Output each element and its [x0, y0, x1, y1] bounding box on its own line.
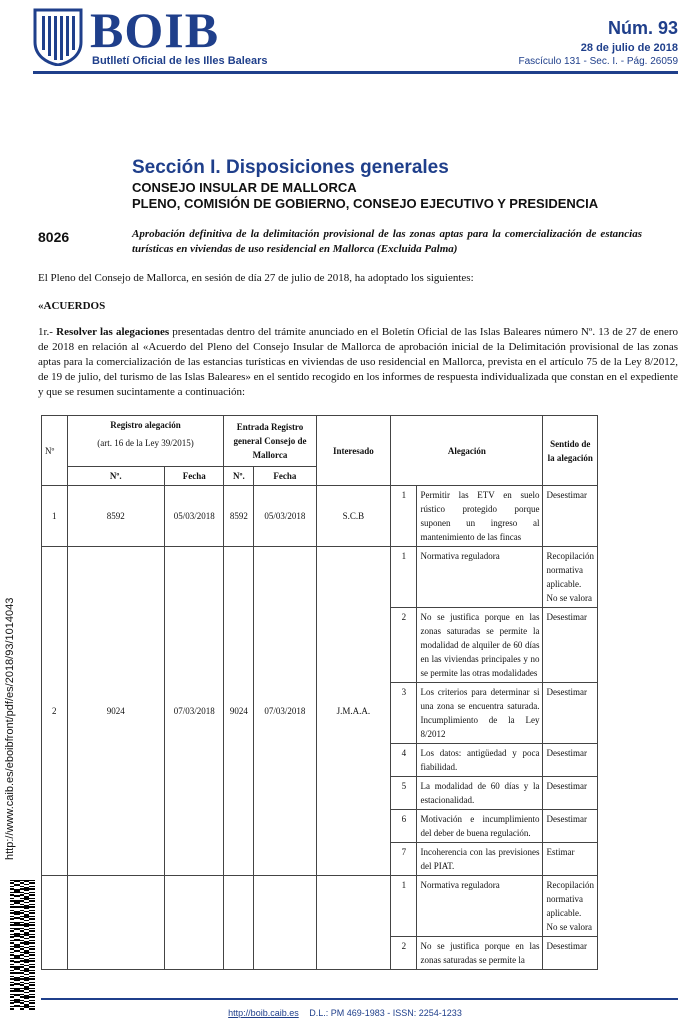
boib-logo-subtitle: Butlletí Oficial de les Illes Balears [92, 55, 268, 67]
footer [0, 1008, 690, 1018]
footer-divider [41, 998, 678, 1000]
item-text: La modalidad de 60 días y la estacionalidad. [417, 777, 543, 810]
row-no: 1 [42, 486, 68, 547]
item-sentido: Desestimar [543, 744, 598, 777]
announcement-title: Aprobación definitiva de la delimitación provisional de las zonas aptas para la comercialización de estancias turísticas en viviendas de uso residencial en Mallorca (Excluida Palma) [132, 228, 642, 255]
row-interesado [316, 876, 391, 970]
issue-date: 28 de julio de 2018 [580, 42, 678, 54]
footer-link[interactable]: http://boib.caib.es [228, 1008, 299, 1018]
item-text: Normativa reguladora [417, 547, 543, 608]
item-sentido: Desestimar [543, 937, 598, 970]
item-text: No se justifica porque en las zonas saturadas se permite la [417, 937, 543, 970]
row-reg-fecha: 05/03/2018 [165, 486, 224, 547]
header-no: Nº [42, 416, 68, 486]
item-number: 3 [391, 683, 417, 744]
row-reg-fecha [165, 876, 224, 970]
row-interesado: S.C.B [316, 486, 391, 547]
row-ent-fecha: 07/03/2018 [254, 547, 316, 876]
item-sentido: Desestimar [543, 486, 598, 547]
item-number: 5 [391, 777, 417, 810]
row-reg-n [67, 876, 164, 970]
item-sentido: Desestimar [543, 683, 598, 744]
header-reg-fecha: Fecha [165, 467, 224, 486]
row-reg-n: 9024 [67, 547, 164, 876]
item-text: Motivación e incumplimiento del deber de buena regulación. [417, 810, 543, 843]
item-sentido: Recopilación normativa aplicable. No se valora [543, 547, 598, 608]
row-ent-n [224, 876, 254, 970]
item-number: 7 [391, 843, 417, 876]
item-sentido: Recopilación normativa aplicable. No se valora [543, 876, 598, 937]
announcement-number: 8026 [38, 229, 70, 245]
header-divider [33, 71, 678, 74]
item-text: Normativa reguladora [417, 876, 543, 937]
item-number: 1 [391, 486, 417, 547]
header-ent-n: Nº. [224, 467, 254, 486]
barcode-pattern-2 [24, 880, 29, 1010]
table-row [42, 547, 598, 608]
item-text: Permitir las ETV en suelo rústico protegido porque suponen un ingreso al mantenimiento de las fincas [417, 486, 543, 547]
header-registro: Registro alegación [67, 416, 224, 435]
row-no [42, 876, 68, 970]
fascicle-info: Fascículo 131 - Sec. I. - Pág. 26059 [518, 56, 678, 67]
row-ent-fecha [254, 876, 316, 970]
side-document-url: http://www.caib.es/eboibfront/pdf/es/2018/93/1014043 [4, 597, 16, 860]
item-number: 2 [391, 937, 417, 970]
header-interesado: Interesado [316, 416, 391, 486]
boib-emblem [33, 8, 83, 66]
row-reg-fecha: 07/03/2018 [165, 547, 224, 876]
acuerdos-heading: «ACUERDOS [38, 300, 106, 312]
item-sentido: Desestimar [543, 777, 598, 810]
row-no: 2 [42, 547, 68, 876]
section-title: Sección I. Disposiciones generales [132, 157, 449, 178]
section-subtitle-1: CONSEJO INSULAR DE MALLORCA [132, 180, 357, 195]
header-reg-n: Nº. [67, 467, 164, 486]
allegations-table [41, 415, 598, 970]
item-text: Incoherencia con las previsiones del PIAT. [417, 843, 543, 876]
item-number: 4 [391, 744, 417, 777]
item-number: 1 [391, 876, 417, 937]
item-number: 1 [391, 547, 417, 608]
item-number: 2 [391, 608, 417, 683]
item-text: Los datos: antigüedad y poca fiabilidad. [417, 744, 543, 777]
item-text: No se justifica porque en las zonas saturadas se permite la modalidad de alquiler de 60 días en las viviendas principales y no se permite las otras modalidades [417, 608, 543, 683]
intro-paragraph: El Pleno del Consejo de Mallorca, en sesión de día 27 de julio de 2018, ha adoptado los siguientes: [38, 272, 474, 284]
item-sentido: Desestimar [543, 608, 598, 683]
barcode-pattern [14, 880, 20, 1010]
item-text: Los criterios para determinar si una zona se encuentra saturada. Incumplimiento de la Ley 8/2012 [417, 683, 543, 744]
header-sentido: Sentido de la alegación [543, 416, 598, 486]
row-ent-fecha: 05/03/2018 [254, 486, 316, 547]
row-ent-n: 8592 [224, 486, 254, 547]
row-interesado: J.M.A.A. [316, 547, 391, 876]
item-sentido: Estimar [543, 843, 598, 876]
row-ent-n: 9024 [224, 547, 254, 876]
agreement-paragraph: 1r.- Resolver las alegaciones presentadas dentro del trámite anunciado en el Boletín Oficial de las Islas Baleares número Nº. 13 de 27 de enero de 2018 en relación al «Acuerdo del Pleno del Consejo Insular de Mallorca de aprobación inicial de la Delimitación provisional de las zonas aptas para la comercialización de las estancias turísticas en viviendas de uso residencial en Mallorca, prevista en el artículo 75 de la Ley 8/2012, de 19 de julio, del turismo de las Islas Baleares» en el sentido recogido en los informes de respuesta individualizada que constan en el expediente y que se resumen sucintamente a continuación: [38, 326, 678, 398]
table-row [42, 876, 598, 937]
boib-logo-text: BOIB [90, 2, 220, 58]
header-alegacion: Alegación [391, 416, 543, 486]
header-entrada: Entrada Registro general Consejo de Mallorca [224, 416, 316, 467]
item-number: 6 [391, 810, 417, 843]
header-registro-ley: (art. 16 de la Ley 39/2015) [67, 434, 224, 467]
issue-number: Núm. 93 [607, 18, 678, 38]
footer-legal: D.L.: PM 469-1983 - ISSN: 2254-1233 [309, 1008, 462, 1018]
row-reg-n: 8592 [67, 486, 164, 547]
section-subtitle-2: PLENO, COMISIÓN DE GOBIERNO, CONSEJO EJECUTIVO Y PRESIDENCIA [132, 196, 599, 211]
header-ent-fecha: Fecha [254, 467, 316, 486]
item-sentido: Desestimar [543, 810, 598, 843]
table-row [42, 486, 598, 547]
